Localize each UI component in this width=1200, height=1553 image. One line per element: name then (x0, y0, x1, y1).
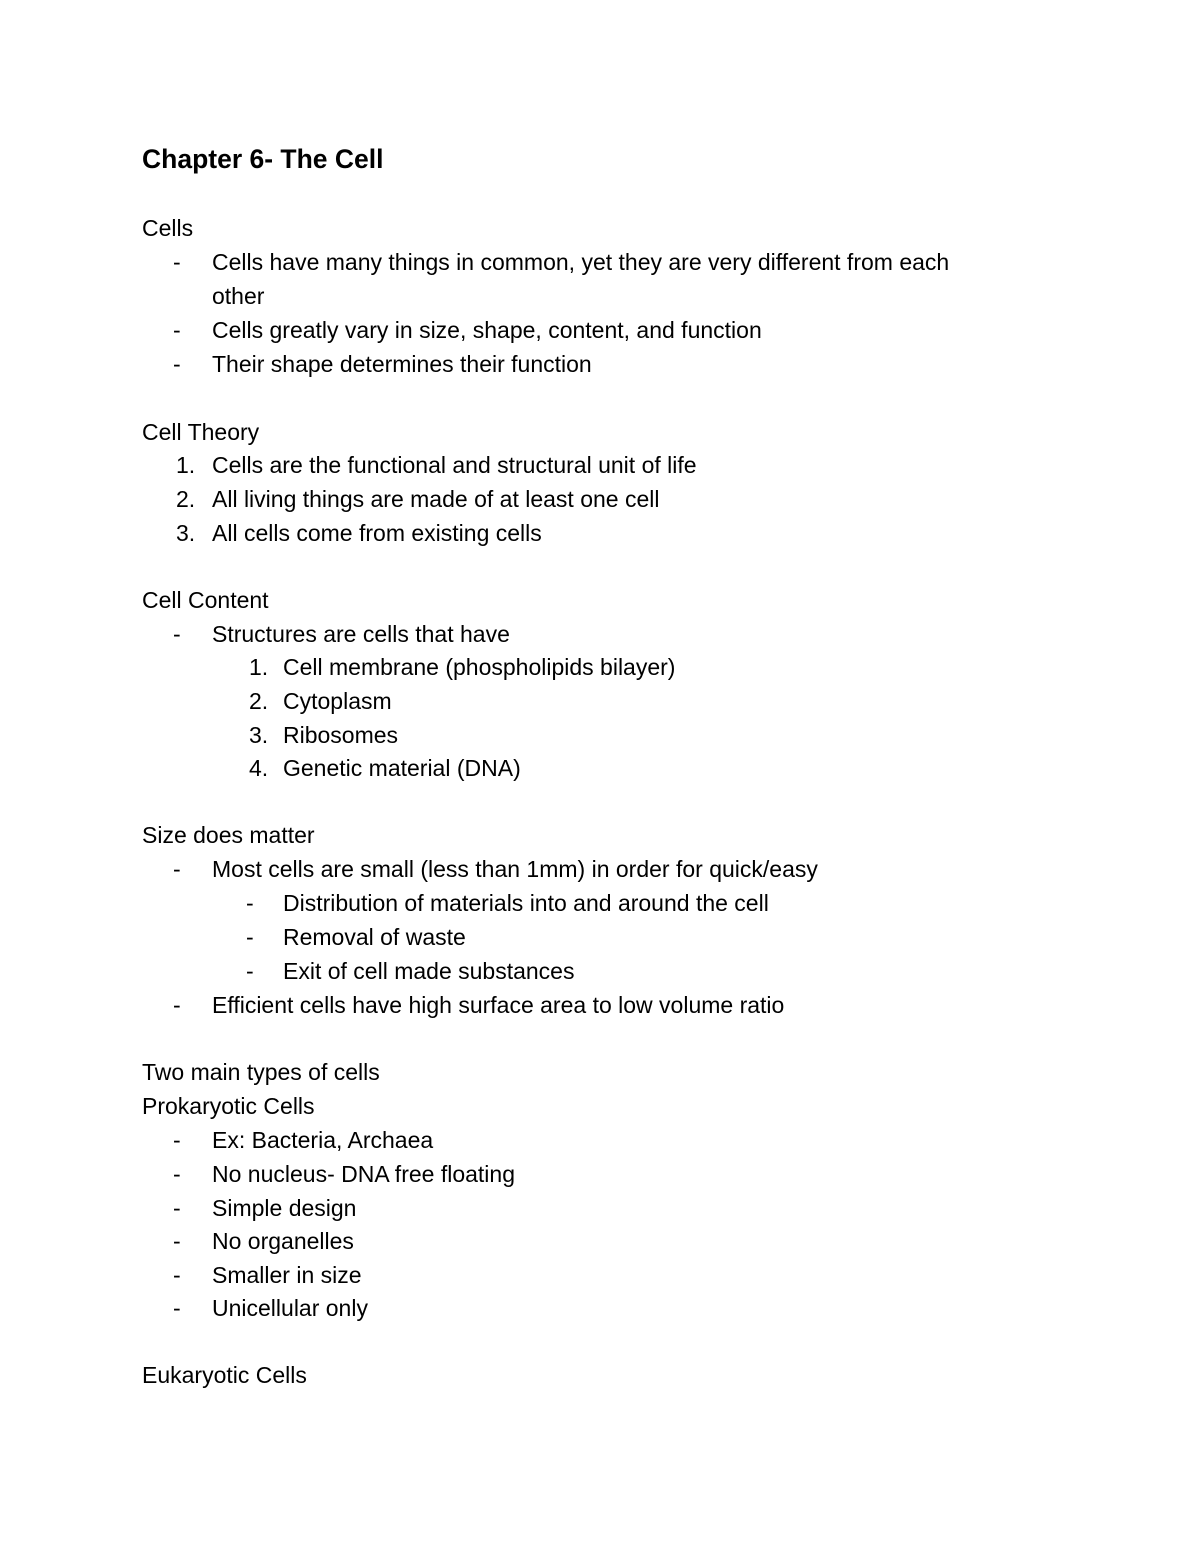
list-item: Cells greatly vary in size, shape, content, and function (212, 317, 762, 343)
number-marker: 2. (249, 688, 269, 714)
sub-list-item: Cell membrane (phospholipids bilayer) (283, 654, 676, 680)
sub-list-item: Genetic material (DNA) (283, 755, 521, 781)
section-heading: Size does matter (142, 822, 315, 848)
bullet-marker: - (173, 621, 181, 647)
list-item: Most cells are small (less than 1mm) in order for quick/easy (212, 856, 818, 882)
sub-list-item: Cytoplasm (283, 688, 392, 714)
bullet-marker: - (173, 249, 181, 275)
list-item: Simple design (212, 1195, 357, 1221)
section-heading: Cells (142, 215, 194, 241)
list-item: All living things are made of at least one cell (212, 486, 660, 512)
number-marker: 4. (249, 755, 269, 781)
bullet-marker: - (173, 1228, 181, 1254)
sub-list-item: Exit of cell made substances (283, 958, 575, 984)
bullet-marker: - (173, 992, 181, 1018)
bullet-marker: - (246, 890, 254, 916)
section-heading: Eukaryotic Cells (142, 1362, 307, 1388)
number-marker: 3. (249, 722, 269, 748)
list-item: No organelles (212, 1228, 354, 1254)
section-heading: Cell Theory (142, 419, 260, 445)
section-heading: Cell Content (142, 587, 269, 613)
number-marker: 3. (176, 520, 196, 546)
list-item: All cells come from existing cells (212, 520, 542, 546)
sub-list-item: Distribution of materials into and around the cell (283, 890, 769, 916)
list-item: Cells are the functional and structural unit of life (212, 452, 697, 478)
list-item-continuation: other (212, 283, 265, 309)
bullet-marker: - (246, 924, 254, 950)
list-item: Structures are cells that have (212, 621, 510, 647)
bullet-marker: - (173, 1262, 181, 1288)
list-item: Efficient cells have high surface area to low volume ratio (212, 992, 785, 1018)
bullet-marker: - (173, 351, 181, 377)
list-item: Ex: Bacteria, Archaea (212, 1127, 434, 1153)
bullet-marker: - (173, 1195, 181, 1221)
sub-list-item: Ribosomes (283, 722, 399, 748)
bullet-marker: - (246, 958, 254, 984)
bullet-marker: - (173, 1161, 181, 1187)
list-item: Smaller in size (212, 1262, 362, 1288)
number-marker: 2. (176, 486, 196, 512)
list-item: Unicellular only (212, 1295, 368, 1321)
bullet-marker: - (173, 856, 181, 882)
number-marker: 1. (176, 452, 196, 478)
sub-list-item: Removal of waste (283, 924, 466, 950)
list-item: No nucleus- DNA free floating (212, 1161, 515, 1187)
section-heading: Two main types of cells (142, 1059, 380, 1085)
list-item: Their shape determines their function (212, 351, 592, 377)
bullet-marker: - (173, 317, 181, 343)
section-heading: Prokaryotic Cells (142, 1093, 315, 1119)
list-item: Cells have many things in common, yet they are very different from each (212, 249, 950, 275)
bullet-marker: - (173, 1127, 181, 1153)
bullet-marker: - (173, 1295, 181, 1321)
number-marker: 1. (249, 654, 269, 680)
page-title: Chapter 6- The Cell (142, 144, 384, 174)
